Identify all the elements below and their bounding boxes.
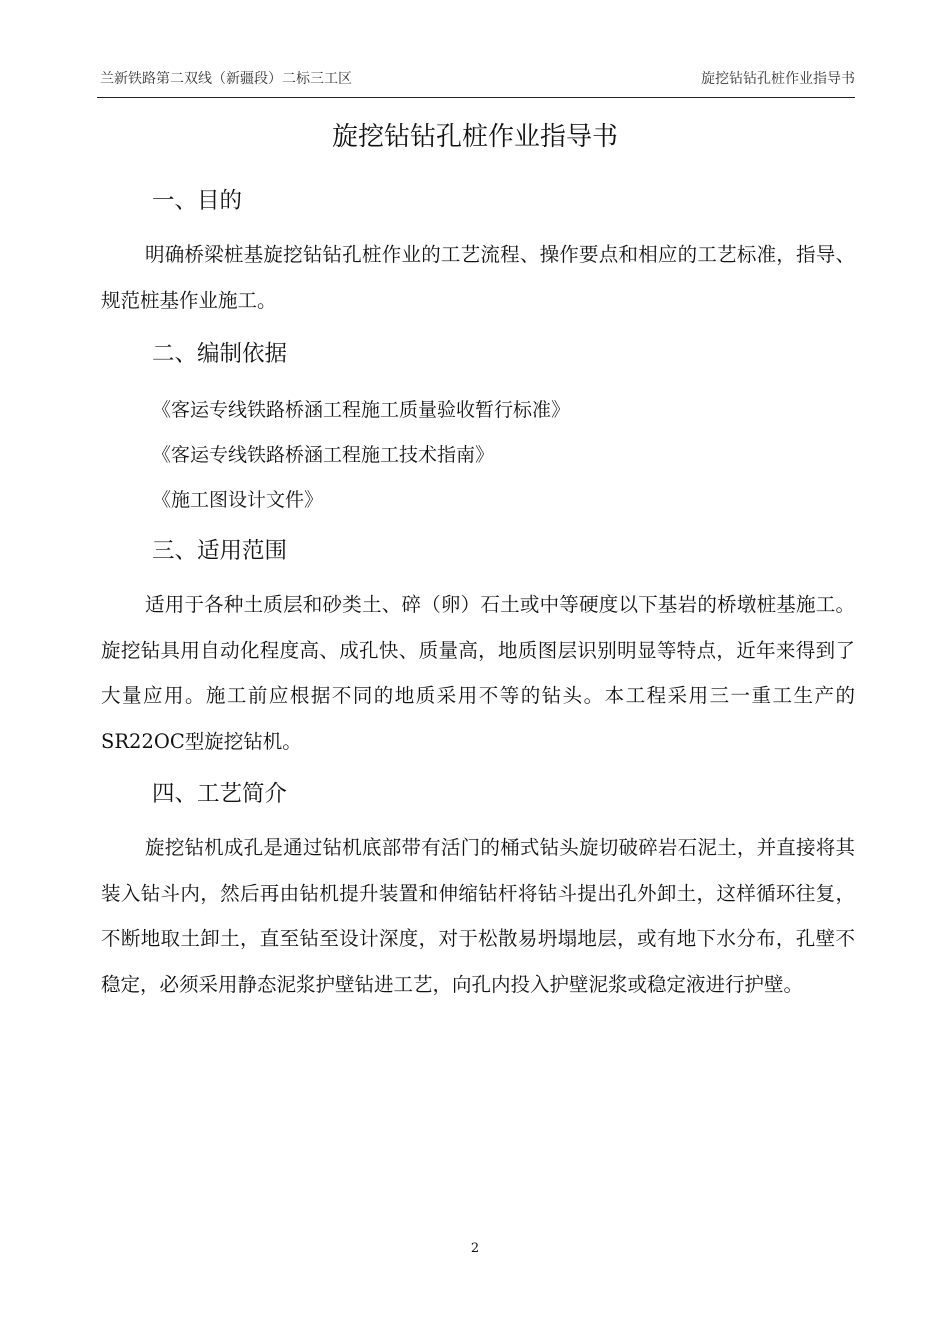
- reference-item-1: 《客运专线铁路桥涵工程施工质量验收暂行标准》: [152, 399, 571, 421]
- page-number: 2: [470, 1241, 480, 1256]
- reference-item-3: 《施工图设计文件》: [152, 489, 324, 511]
- section-heading-purpose: 一、目的: [152, 188, 243, 214]
- header-left-text: 兰新铁路第二双线（新疆段）二标三工区: [100, 71, 352, 87]
- header-right-text: 旋挖钻钻孔桩作业指导书: [701, 71, 855, 87]
- header-divider: [97, 97, 855, 98]
- section-heading-basis: 二、编制依据: [152, 341, 288, 367]
- document-title: 旋挖钻钻孔桩作业指导书: [331, 122, 618, 152]
- section-heading-scope: 三、适用范围: [152, 538, 288, 564]
- reference-item-2: 《客运专线铁路桥涵工程施工技术指南》: [152, 444, 495, 466]
- paragraph-scope: 适用于各种土质层和砂类土、碎（卵）石土或中等硬度以下基岩的桥墩桩基施工。旋挖钻具用自动化程度高、成孔快、质量高，地质图层识别明显等特点，近年来得到了大量应用。施工前应根据不同的地质采用不等的钻头。本工程采用三一重工生产的SR22OC型旋挖钻机。: [101, 593, 855, 753]
- section-heading-process: 四、工艺简介: [152, 781, 288, 807]
- paragraph-process: 旋挖钻机成孔是通过钻机底部带有活门的桶式钻头旋切破碎岩石泥土，并直接将其装入钻斗内，然后再由钻机提升装置和伸缩钻杆将钻斗提出孔外卸土，这样循环往复，不断地取土卸土，直至钻至设计深度，对于松散易坍塌地层，或有地下水分布，孔壁不稳定，必须采用静态泥浆护壁钻进工艺，向孔内投入护壁泥浆或稳定液进行护壁。: [101, 836, 855, 996]
- paragraph-purpose: 明确桥梁桩基旋挖钻钻孔桩作业的工艺流程、操作要点和相应的工艺标准，指导、规范桩基作业施工。: [101, 243, 855, 312]
